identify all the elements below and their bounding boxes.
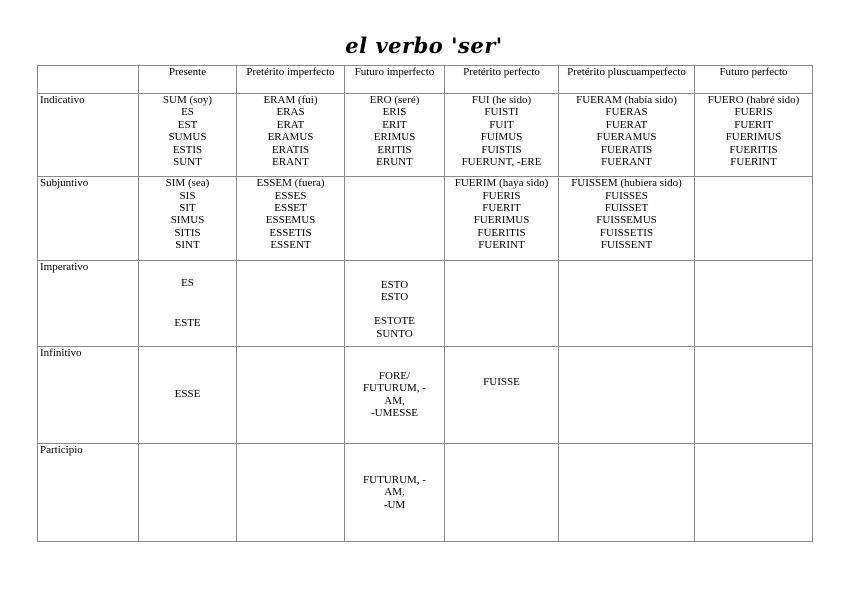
form: FUTURUM, -AM, (363, 473, 426, 499)
form: FUERIMUS (473, 214, 530, 227)
form: ERIS (382, 106, 407, 119)
form: ERUNT (376, 156, 413, 169)
form: FUERIT (734, 118, 773, 131)
form: FUIMUS (480, 131, 523, 144)
form: FUISTIS (481, 143, 522, 156)
page-title: el verbo 'ser' (345, 33, 503, 58)
header-preterito-perfecto: Pretérito perfecto (445, 66, 559, 94)
form: ES (181, 277, 194, 290)
form: FUERIS (734, 106, 773, 119)
form: ESSETIS (269, 226, 312, 239)
form: ERATIS (271, 143, 310, 156)
cell-participio-preterito-perfecto (445, 443, 559, 541)
cell-subjuntivo-presente (139, 177, 237, 261)
cell-participio-futuro-perfecto (695, 443, 813, 541)
header-preterito-pluscuamperfecto: Pretérito pluscuamperfecto (559, 66, 695, 94)
form: ES (181, 106, 194, 119)
form: ERAM (fui) (263, 94, 318, 106)
form: FUISSENT (600, 239, 653, 252)
form: SUMUS (168, 131, 207, 144)
form: FUERATIS (600, 143, 653, 156)
form: ERO (seré) (369, 94, 420, 106)
cell-infinitivo-preterito-pluscuamperfecto (559, 346, 695, 443)
form: ESSE (174, 388, 201, 401)
form: SUNTO (376, 327, 413, 340)
form: ERANT (272, 156, 309, 169)
form: SIS (179, 189, 196, 202)
form: FORE/ (378, 369, 411, 382)
table-row (38, 346, 813, 443)
cell-subjuntivo-preterito-pluscuamperfecto (559, 177, 695, 261)
header-futuro-imperfecto: Futuro imperfecto (345, 66, 445, 94)
form: ESSEMUS (265, 214, 316, 227)
cell-participio-presente (139, 443, 237, 541)
form: FUISSET (604, 201, 649, 214)
conjugation-table (37, 65, 813, 542)
cell-indicativo-futuro-imperfecto (345, 94, 445, 177)
form: FUIT (489, 118, 514, 131)
cell-indicativo-preterito-perfecto (445, 94, 559, 177)
form: FUISSETIS (599, 226, 654, 239)
cell-imperativo-futuro-imperfecto (345, 261, 445, 346)
form: SIMUS (170, 214, 205, 227)
form: FUERAMUS (596, 131, 657, 144)
form: SINT (175, 239, 200, 252)
form: FUISSES (605, 189, 648, 202)
cell-imperativo-preterito-perfecto (445, 261, 559, 346)
cell-participio-preterito-pluscuamperfecto (559, 443, 695, 541)
cell-subjuntivo-futuro-perfecto (695, 177, 813, 261)
form: ESTIS (172, 143, 203, 156)
form: ERIMUS (373, 131, 416, 144)
header-preterito-imperfecto: Pretérito imperfecto (237, 66, 345, 94)
form: FUERIM (haya sido) (454, 177, 549, 190)
cell-subjuntivo-preterito-imperfecto (237, 177, 345, 261)
form: -UMESSE (370, 407, 419, 420)
form: FUERITIS (729, 143, 778, 156)
form: FUERIS (482, 189, 521, 202)
form: FUERITIS (477, 226, 526, 239)
form: FUERAS (605, 106, 648, 119)
form: SITIS (174, 226, 201, 239)
header-presente: Presente (139, 66, 237, 94)
table-row (38, 443, 813, 541)
cell-imperativo-preterito-imperfecto (237, 261, 345, 346)
form: FUI (he sido) (471, 94, 532, 106)
form: ESSENT (270, 239, 311, 252)
form: FUERIT (482, 201, 521, 214)
cell-infinitivo-futuro-perfecto (695, 346, 813, 443)
form: ERITIS (377, 143, 412, 156)
row-label-infinitivo: Infinitivo (38, 346, 139, 443)
form: SIT (179, 201, 196, 214)
form: FUISSEM (hubiera sido) (571, 177, 682, 190)
form: FUERINT (478, 239, 525, 252)
row-label-subjuntivo: Subjuntivo (38, 177, 139, 261)
cell-subjuntivo-preterito-perfecto (445, 177, 559, 261)
cell-indicativo-preterito-imperfecto (237, 94, 345, 177)
form: FUERANT (601, 156, 652, 169)
header-futuro-perfecto: Futuro perfecto (695, 66, 813, 94)
table-row (38, 261, 813, 346)
header-empty (38, 66, 139, 94)
cell-indicativo-presente (139, 94, 237, 177)
form: EST (177, 118, 198, 131)
cell-infinitivo-preterito-imperfecto (237, 346, 345, 443)
header-row (38, 66, 813, 94)
cell-subjuntivo-futuro-imperfecto (345, 177, 445, 261)
form: FUERAT (605, 118, 648, 131)
form: SUNT (173, 156, 202, 169)
form: FUISSEMUS (596, 214, 657, 227)
form: ERAT (276, 118, 305, 131)
form: FUERIMUS (725, 131, 782, 144)
form: SIM (sea) (165, 177, 210, 190)
form: ESTE (174, 317, 201, 330)
table-row (38, 94, 813, 177)
form: ESSEM (fuera) (256, 177, 325, 190)
form: FUTURUM, -AM, (363, 382, 426, 407)
cell-imperativo-futuro-perfecto (695, 261, 813, 346)
form: ESTOTE (374, 315, 415, 328)
cell-infinitivo-preterito-perfecto (445, 346, 559, 443)
form: ESSET (274, 201, 307, 214)
cell-infinitivo-presente (139, 346, 237, 443)
cell-indicativo-futuro-perfecto (695, 94, 813, 177)
row-label-indicativo: Indicativo (38, 94, 139, 177)
row-label-participio: Participio (38, 443, 139, 541)
form: ERAS (276, 106, 305, 119)
form: FUISSE (483, 375, 520, 388)
form: ERIT (382, 118, 407, 131)
form: FUISTI (484, 106, 519, 119)
form: ESTO (380, 291, 409, 304)
cell-participio-futuro-imperfecto (345, 443, 445, 541)
cell-indicativo-preterito-pluscuamperfecto (559, 94, 695, 177)
form: FUERINT (730, 156, 777, 169)
form: SUM (soy) (162, 94, 213, 106)
cell-imperativo-preterito-pluscuamperfecto (559, 261, 695, 346)
cell-imperativo-presente (139, 261, 237, 346)
form: ESTO (380, 278, 409, 291)
form: ERAMUS (267, 131, 314, 144)
cell-infinitivo-futuro-imperfecto (345, 346, 445, 443)
row-label-imperativo: Imperativo (38, 261, 139, 346)
form: FUERO (habré sido) (707, 94, 800, 106)
table-row (38, 177, 813, 261)
form: FUERAM (había sido) (576, 94, 677, 106)
form: FUERUNT, -ERE (461, 156, 542, 169)
form: ESSES (274, 189, 307, 202)
form: -UM (383, 498, 406, 511)
cell-participio-preterito-imperfecto (237, 443, 345, 541)
